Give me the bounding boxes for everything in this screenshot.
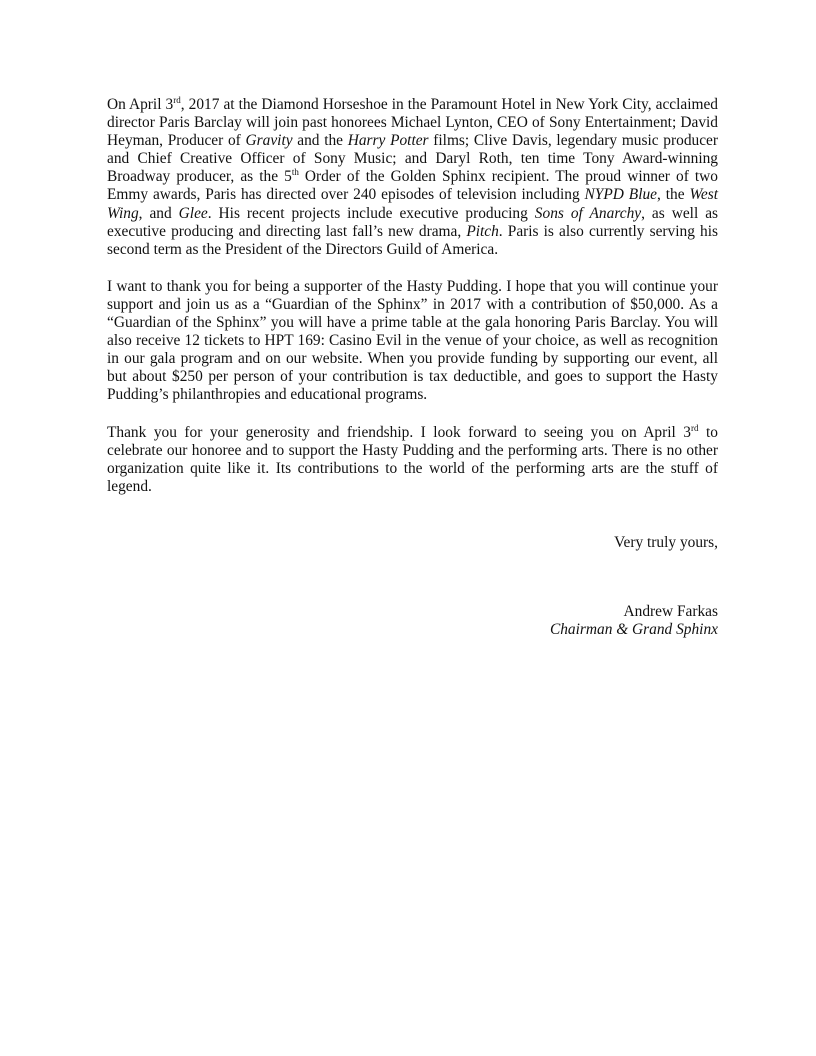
ordinal-suffix: rd	[691, 422, 699, 433]
ordinal-suffix: rd	[173, 95, 181, 105]
text-run: , 2017 at the Diamond Horseshoe in the Paramount Hotel in New York City, acclaimed director Paris Barclay will join past honorees Michael Lynton, CEO of Sony Entertainment; David Heyman, Producer of	[107, 96, 718, 150]
paragraph-thank-you	[107, 424, 718, 496]
text-run: . Paris is also currently serving his second term as the President of the Directors Guild of America.	[107, 222, 718, 258]
title-pitch: Pitch	[466, 222, 499, 240]
text-run: and the	[292, 132, 348, 150]
text-run: . His recent projects include executive producing	[207, 204, 535, 222]
text-run: films; Clive Davis, legendary music producer and Chief Creative Officer of Sony Music; and Daryl Roth, ten time Tony Award-winning Broadway producer, as the 5	[107, 132, 718, 186]
text-run: On April 3	[107, 96, 174, 113]
text-run: to celebrate our honoree and to support the Hasty Pudding and the performing arts. There is no other organization quite like it. Its contributions to the world of the performing arts are the stuff of legend.	[107, 423, 718, 495]
text-run: Thank you for your generosity and friendship. I look forward to seeing you on April 3	[107, 423, 692, 441]
title-sons-of-anarchy: Sons of Anarchy	[534, 204, 642, 222]
paragraph-support-request: I want to thank you for being a supporter of the Hasty Pudding. I hope that you will continue your support and join us as a “Guardian of the Sphinx” in 2017 with a contribution of $50,000. As a “Guardian of the Sphinx” you will have a prime table at the gala honoring Paris Barclay. You will also receive 12 tickets to HPT 169: Casino Evil in the venue of your choice, as well as recognition in our gala program and on our website. When you provide funding by supporting our event, all but about $250 per person of your contribution is tax deductible, and goes to support the Hasty Pudding’s philanthropies and educational programs.	[107, 277, 718, 404]
title-glee: Glee	[178, 204, 208, 222]
signer-title: Chairman & Grand Sphinx	[549, 621, 718, 639]
signature-block	[107, 603, 718, 639]
text-run: , as well as executive producing and directing last fall’s new drama,	[107, 204, 719, 240]
closing-salutation: Very truly yours,	[614, 533, 718, 551]
title-harry-potter: Harry Potter	[347, 132, 429, 150]
signer-name: Andrew Farkas	[623, 602, 718, 620]
title-gravity: Gravity	[245, 132, 293, 150]
title-nypd-blue: NYPD Blue	[584, 186, 657, 204]
text-run: , the	[657, 186, 690, 204]
ordinal-suffix: th	[291, 167, 299, 178]
title-west-wing: West Wing	[107, 186, 718, 222]
text-run: Order of the Golden Sphinx recipient. The proud winner of two Emmy awards, Paris has directed over 240 episodes of television including	[107, 168, 718, 204]
letter-body	[107, 96, 718, 639]
text-run: , and	[138, 204, 179, 222]
paragraph-gala-announcement	[107, 96, 718, 259]
